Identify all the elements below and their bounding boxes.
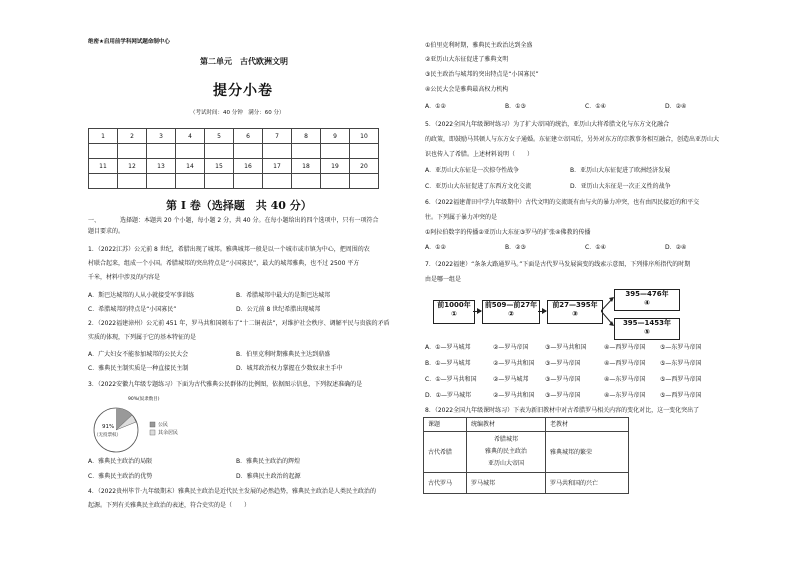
part1-title: 第 I 卷（选择题 共 40 分） xyxy=(166,199,312,212)
timeline-box-4: 395—476年 ④ xyxy=(614,289,680,311)
unit-title: 第二单元 古代欧洲文明 xyxy=(200,57,288,66)
instruction-line-2: 题目要求的。 xyxy=(88,228,125,235)
pie-main-sub: （无投票权） xyxy=(94,433,121,438)
timeline-box-3: 前27—395年 ③ xyxy=(547,300,603,324)
q4-item-2: ②亚历山大东征促进了雅典文明 xyxy=(425,56,509,63)
q4-option-d[interactable]: D．②④ xyxy=(665,103,687,110)
q6-option-c[interactable]: C．①④ xyxy=(585,244,606,251)
timeline-arrow-1 xyxy=(473,311,481,312)
q5-option-d[interactable]: D．亚历山大东征是一次正义性的战争 xyxy=(570,183,671,190)
q2-stem-1: 2．（2022福建漳州）公元前 451 年，罗马共和国颁布了“十二铜表法”，对维护社会秩序、调解平民与贵族的矛盾 xyxy=(88,320,390,327)
q3-option-b[interactable]: B．雅典民主政治的辉煌 xyxy=(236,458,301,465)
exam-info: （考试时间：40 分钟 满分：60 分） xyxy=(190,110,285,116)
comparison-table xyxy=(423,417,629,494)
q6-stem-2: 往。下列属于暴力冲突的是 xyxy=(425,214,498,221)
q2-option-b[interactable]: B．伯里克利时期雅典民主达到鼎盛 xyxy=(236,351,331,358)
timeline-box-2: 前509—前27年 ② xyxy=(482,300,540,324)
legend-swatch-resident xyxy=(150,430,155,435)
q5-option-b[interactable]: B．亚历山大东征促进了欧洲经济发展 xyxy=(570,167,671,174)
q1-option-b[interactable]: B．希腊城邦中最大的是斯巴达城邦 xyxy=(236,292,331,299)
q4-item-4: ④公民大会是雅典最高权力机构 xyxy=(425,86,509,93)
q4-item-3: ③民主政治与城邦的突出特点是“小国寡民” xyxy=(425,71,539,78)
q2-stem-2: 实质的体现，下列属于它的基本特征的是 xyxy=(88,334,197,341)
q4-option-c[interactable]: C．①④ xyxy=(585,103,606,110)
answer-grid-header-row-2: 11 12 13 14 15 16 17 18 19 20 xyxy=(89,159,379,174)
q5-stem-2: 的政策，即鼓励马其顿人与东方女子通婚。东征建立帝国后，另外对东方的宗教事务相互融合，创造出亚历山大 xyxy=(425,136,720,143)
q2-option-a[interactable]: A．广大妇女不能参加城邦的公民大会 xyxy=(88,351,189,358)
q7-stem-2: 由是哪一组是 xyxy=(425,276,462,283)
q3-option-c[interactable]: C．雅典民主政治的优势 xyxy=(88,473,153,480)
page-title: 提分小卷 xyxy=(213,83,273,99)
q6-option-a[interactable]: A．①② xyxy=(425,244,446,251)
section-number: 一、 xyxy=(88,217,101,224)
legend-swatch-citizen xyxy=(150,422,155,427)
answer-grid-blank-row-1 xyxy=(89,144,379,159)
q5-stem-3: 识也传入了希腊。上述材料说明（ ） xyxy=(425,151,534,158)
timeline-branch-arrows xyxy=(601,292,615,332)
q6-option-b[interactable]: B．②③ xyxy=(505,244,526,251)
q4-option-a[interactable]: A．①② xyxy=(425,103,446,110)
pie-main-label: 91% xyxy=(102,424,115,430)
q2-option-d[interactable]: D．城邦政治权力掌握在少数奴隶主手中 xyxy=(236,365,343,372)
q3-stem: 3．（2022安徽九年级专题练习）下面为古代雅典公民群体的比例图，依据图示信息，下列叙述准确的是 xyxy=(88,381,363,388)
q5-option-a[interactable]: A．亚历山大东征是一次掠夺性战争 xyxy=(425,167,520,174)
timeline-arrow-2 xyxy=(538,311,546,312)
q4-option-b[interactable]: B．①③ xyxy=(505,103,526,110)
table-row-greece: 古代希腊 希腊城邦 雅典的民主政治 亚历山大帝国 雅典城邦的繁荣 xyxy=(424,432,629,473)
q4-item-1: ①伯里克利时期，雅典民主政治达到全盛 xyxy=(425,42,533,49)
instruction-line-1: 选择题：本题共 20 个小题，每小题 2 分，共 40 分。在每小题给出的四个选项中，只有一项符合 xyxy=(120,217,379,224)
legend-citizen: 公民 xyxy=(158,422,169,428)
timeline-box-1: 前1000年 ① xyxy=(433,300,475,324)
q1-option-a[interactable]: A．斯巴达城邦的人从小就接受军事训练 xyxy=(88,292,195,299)
secret-label: 绝密★启用前学科网试题命制中心 xyxy=(88,39,170,45)
q6-stem-1: 6．（2022福建莆田中学九年级期中）古代文明的交流既有由与火的暴力冲突，也有由四民接近的和平交 xyxy=(425,199,700,206)
q4-stem-2: 起源。下列有关雅典民主政治的表述，符合史实的是（ ） xyxy=(88,502,251,509)
q6-option-d[interactable]: D．②④ xyxy=(665,244,687,251)
q1-stem-2: 村联合起来，组成一个小国。希腊城邦的突出特点是“小国寡民”，最大的城邦雅典，也不过 2500 平方 xyxy=(88,260,360,267)
q1-stem-3: 千米，材料中涉及的内容是 xyxy=(88,274,161,281)
table-row-rome: 古代罗马 罗马城邦 罗马共和国的兴亡 xyxy=(424,473,629,494)
q8-stem: 8．（2022全国九年级课时练习）下表为新旧教材中对古希腊罗马相关内容的变化对比，这一变化突出了 xyxy=(425,407,700,414)
answer-grid-header-row-1: 1 2 3 4 5 6 7 8 9 10 xyxy=(89,129,379,144)
q6-items: ①阿拉伯数字的传播②亚历山大东征③罗马的扩张④佛教的传播 xyxy=(425,229,591,236)
answer-grid xyxy=(88,128,379,189)
legend-resident: 其余居民 xyxy=(158,430,179,436)
q1-option-c[interactable]: C．希腊城邦的特点是“小国寡民” xyxy=(88,306,177,313)
answer-grid-blank-row-2 xyxy=(89,174,379,189)
q1-stem-1: 1．（2022江苏）公元前 8 世纪，希腊出现了城邦。雅典城邦一般是以一个城市或市镇为中心，把周围的农 xyxy=(88,246,370,253)
q2-option-c[interactable]: C．雅典民主制实质是一种直接民主制 xyxy=(88,365,189,372)
q3-option-a[interactable]: A．雅典民主政治的局限 xyxy=(88,458,153,465)
q5-option-c[interactable]: C．亚历山大东征促进了东西方文化交流 xyxy=(425,183,532,190)
pie-chart xyxy=(88,396,208,456)
q3-option-d[interactable]: D．雅典民主政治的起源 xyxy=(236,473,301,480)
timeline-box-5: 395—1453年 ⑤ xyxy=(614,318,680,340)
q5-stem-1: 5．（2022全国九年级课时练习）为了扩大帝国的统治，亚历山大将希腊文化与东方文化融合 xyxy=(425,121,670,128)
pie-title: 90%(奴隶数目) xyxy=(128,397,160,402)
table-header-row: 课题 统编教材 老教材 xyxy=(424,418,629,432)
q1-option-d[interactable]: D．公元前 8 世纪希腊出现城邦 xyxy=(236,306,321,313)
q7-stem-1: 7．（2022福建）“条条大路通罗马。”下面是古代罗马发展演变的线索示意图，下列排序所指代的时期 xyxy=(425,261,691,268)
q4-stem-1: 4．（2022贵州毕节·九年级期末）雅典民主政治是近代民主发展的必然趋势，雅典民主政治是人类民主政治的 xyxy=(88,488,376,495)
